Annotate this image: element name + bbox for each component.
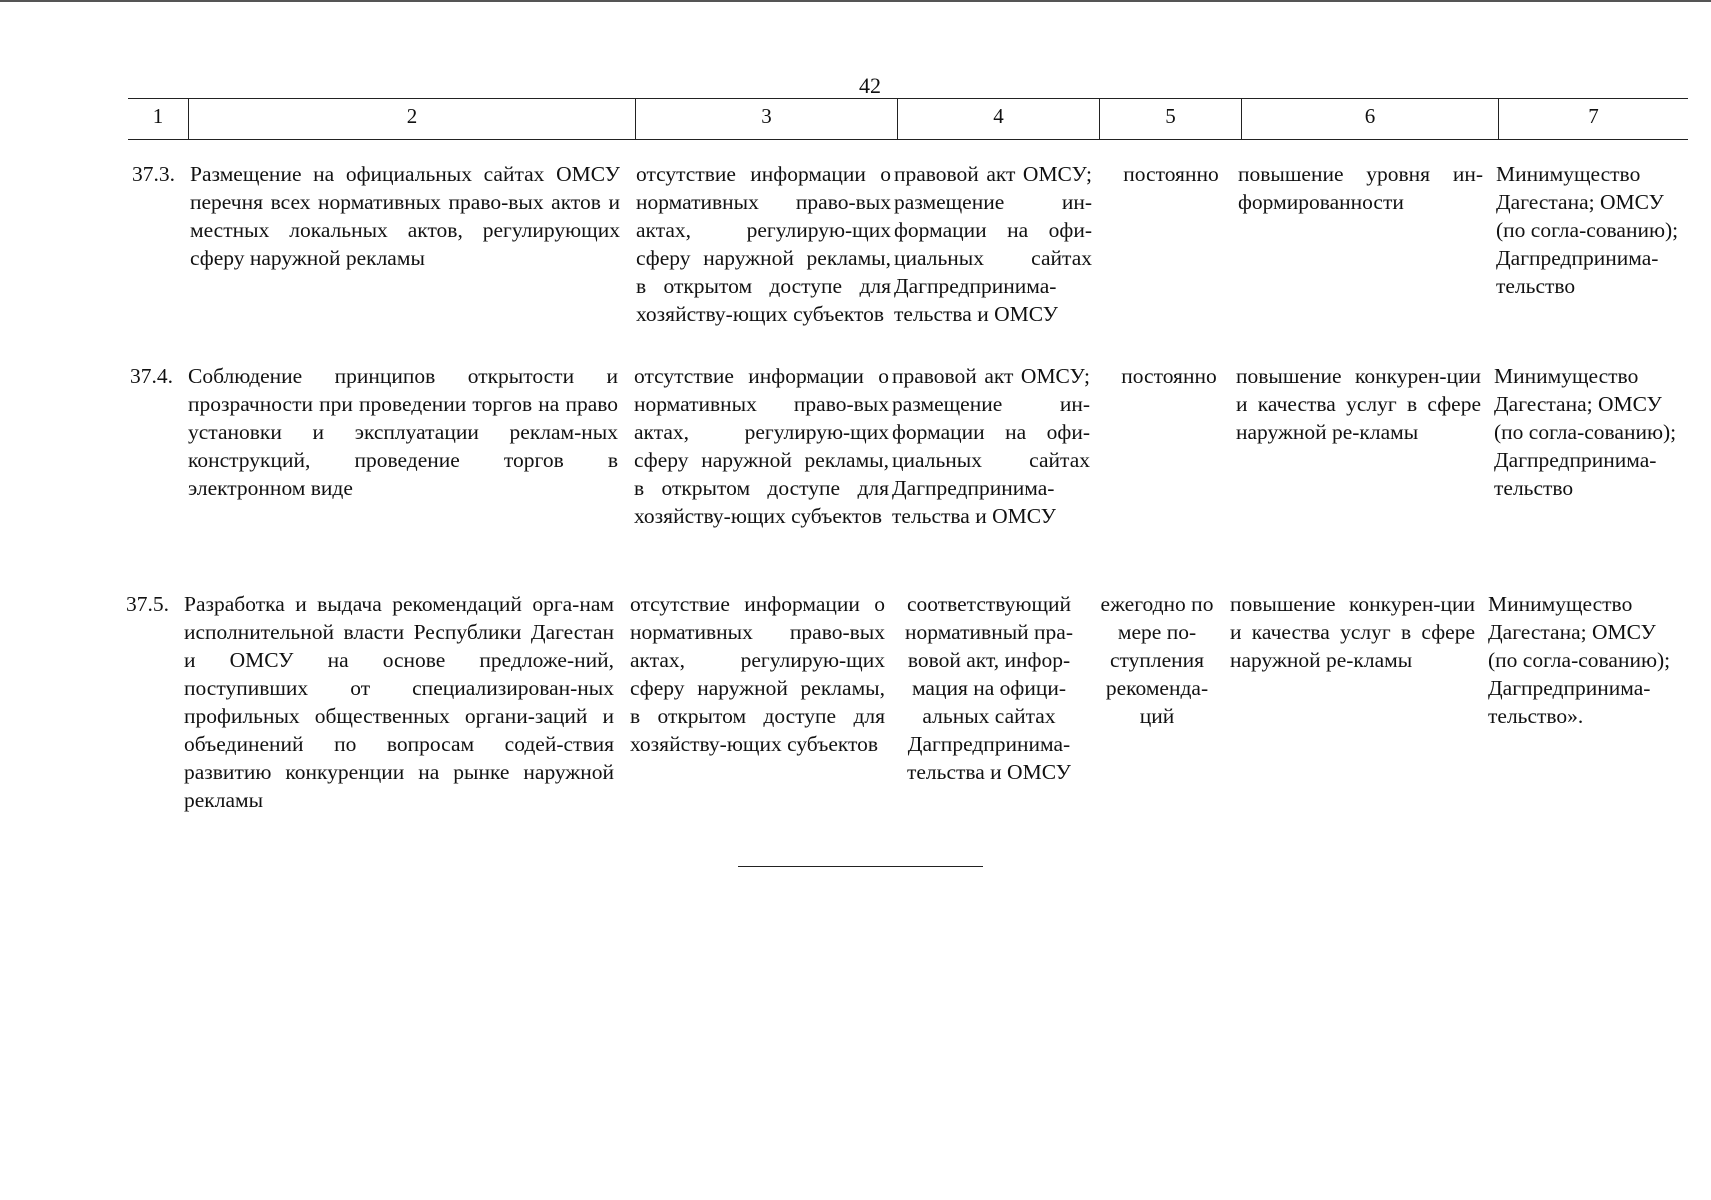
header-col-1: 1 [152,104,164,128]
header-col-3: 3 [635,99,897,139]
expected-document: правовой акт ОМСУ; размещение ин-формации на офи-циальных сайтах Дагпредпринима-тельства и ОМСУ [894,162,1092,326]
responsible-executors: Минимущество Дагестана; ОМСУ (по согла-сованию); Дагпредпринима-тельство [1494,364,1677,500]
header-col-6: 6 [1241,99,1498,139]
problem-description: отсутствие информации о нормативных право-вых актах, регулирую-щих сферу наружной рекламы, в открытом доступе для хозяйству-ющих субъектов [630,592,885,756]
deadline: постоянно [1121,364,1217,388]
deadline: ежегодно по мере по-ступления рекоменда-ций [1100,592,1214,728]
expected-result: повышение уровня ин-формированности [1238,162,1483,214]
expected-result: повышение конкурен-ции и качества услуг в сфере наружной ре-кламы [1230,592,1475,672]
row-number: 37.4. [130,364,173,388]
responsible-executors: Минимущество Дагестана; ОМСУ (по согла-сованию); Дагпредпринима-тельство [1496,162,1679,298]
expected-document: соответствующий нормативный пра-вовой акт, инфор-мация на офици-альных сайтах Дагпредпринима-тельства и ОМСУ [905,592,1073,784]
measure-description: Размещение на официальных сайтах ОМСУ перечня всех нормативных право-вых актов и местных локальных актов, регулирующих сферу наружной рекламы [190,162,620,270]
row-number: 37.5. [126,592,169,616]
expected-result: повышение конкурен-ции и качества услуг в сфере наружной ре-кламы [1236,364,1481,444]
measure-description: Разработка и выдача рекомендаций орга-нам исполнительной власти Республики Дагестан и ОМСУ на основе предложе-ний, поступивших от специализирован-ных профильных общественных органи-заций и объединений по вопросам содей-ствия развитию конкуренции на рынке наружной рекламы [184,592,614,812]
expected-document: правовой акт ОМСУ; размещение ин-формации на офи-циальных сайтах Дагпредпринима-тельства и ОМСУ [892,364,1090,528]
page-number: 42 [859,73,881,98]
header-col-2: 2 [188,99,635,139]
row-number: 37.3. [132,162,175,186]
header-col-5: 5 [1099,99,1241,139]
end-of-table-rule [738,866,983,867]
responsible-executors: Минимущество Дагестана; ОМСУ (по согла-сованию); Дагпредпринима-тельство». [1488,592,1671,728]
measure-description: Соблюдение принципов открытости и прозрачности при проведении торгов на право установки и эксплуатации реклам-ных конструкций, проведение торгов в электронном виде [188,364,618,500]
problem-description: отсутствие информации о нормативных право-вых актах, регулирую-щих сферу наружной рекламы, в открытом доступе для хозяйству-ющих субъектов [634,364,889,528]
deadline: постоянно [1123,162,1219,186]
problem-description: отсутствие информации о нормативных право-вых актах, регулирую-щих сферу наружной рекламы, в открытом доступе для хозяйству-ющих субъектов [636,162,891,326]
header-col-4: 4 [897,99,1099,139]
header-col-7: 7 [1498,99,1688,139]
